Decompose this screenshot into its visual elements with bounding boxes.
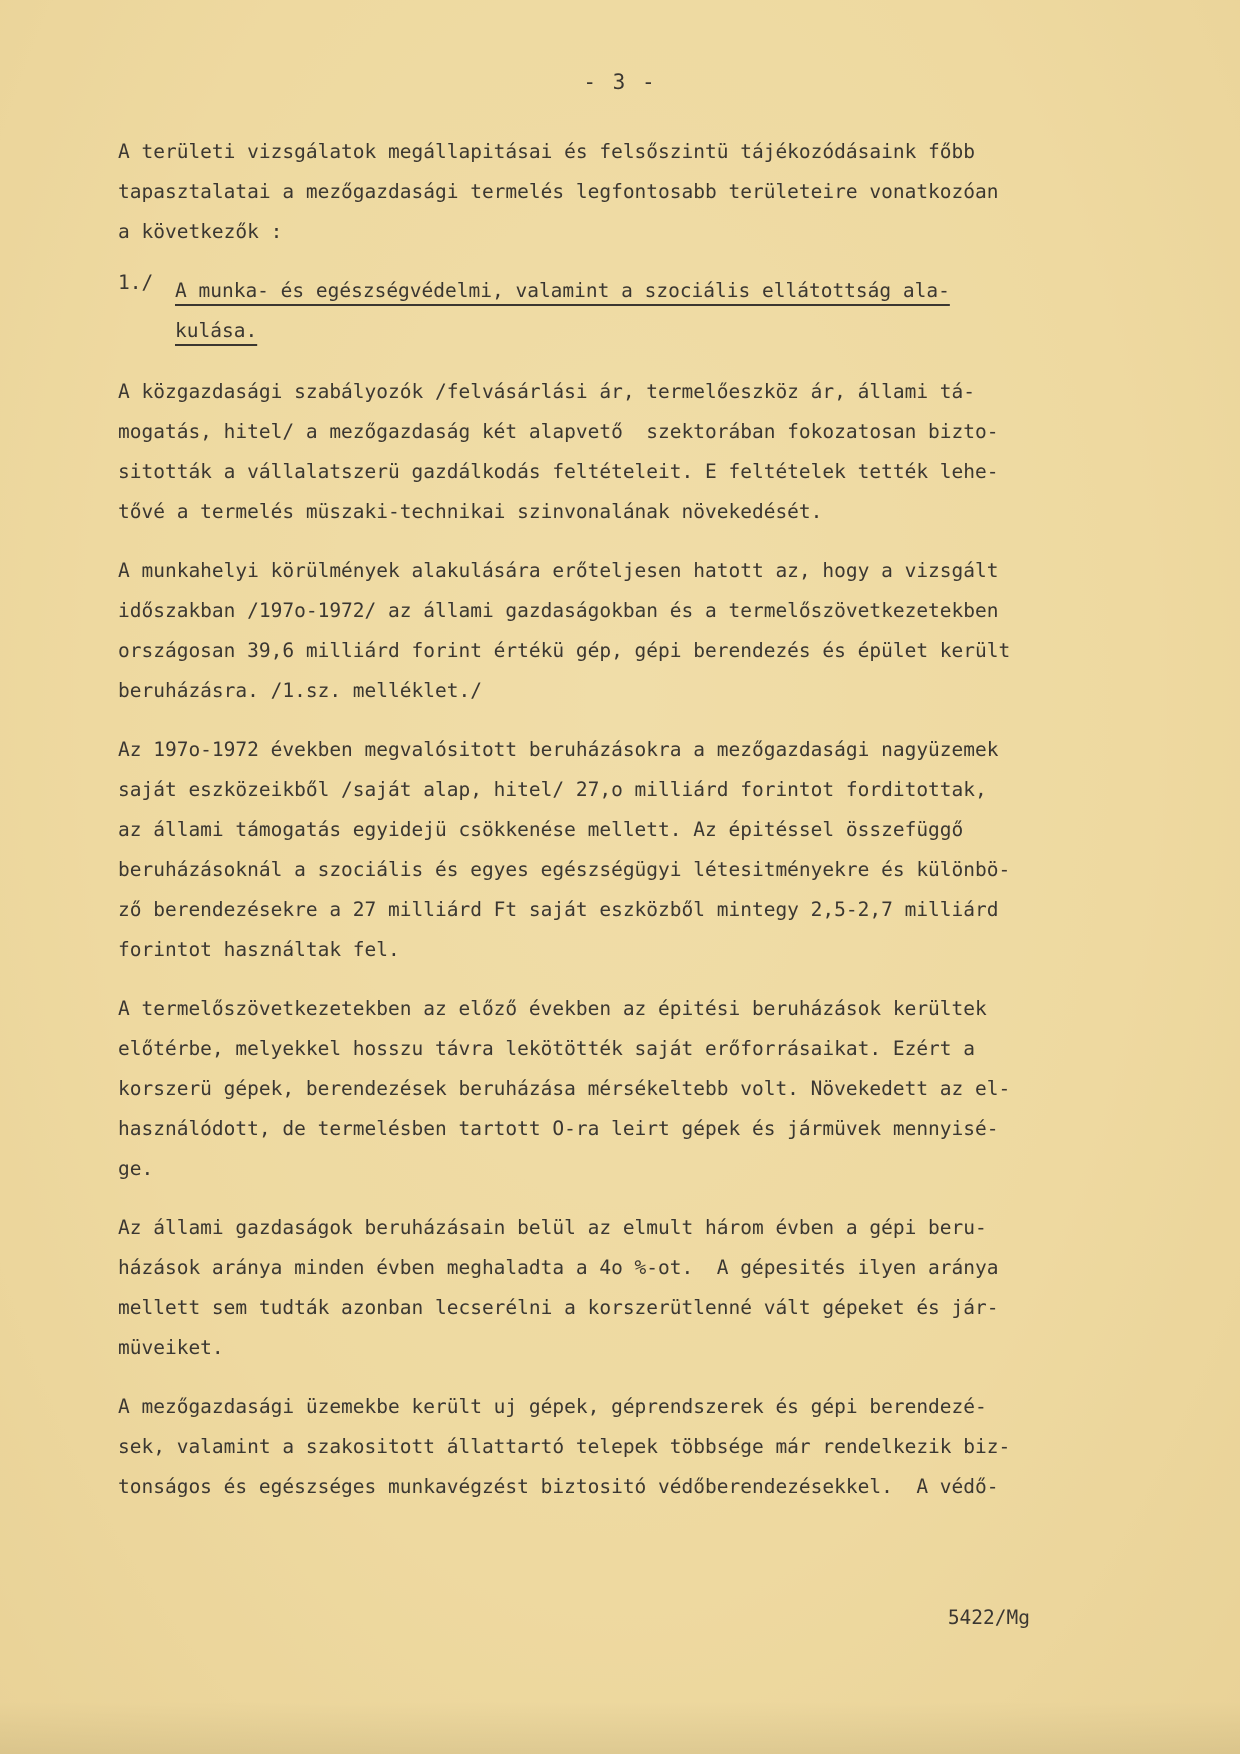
text-line: A közgazdasági szabályozók /felvásárlási ár, termelőeszköz ár, állami tá- [118,380,976,403]
text-line: az állami támogatás egyidejü csökkenése mellett. Az épitéssel összefüggő [118,818,964,841]
paragraph [118,730,1078,970]
text-line: forintot használtak fel. [118,938,400,961]
document-reference-number: 5422/Mg [947,1606,1030,1629]
text-line: tapasztalatai a mezőgazdasági termelés legfontosabb területeire vonatkozóan [118,180,999,203]
text-line: Az állami gazdaságok beruházásain belül az elmult három évben a gépi beru- [118,1216,987,1239]
text-line: sitották a vállalatszerü gazdálkodás feltételeit. E feltételek tették lehe- [118,460,999,483]
text-line: mellett sem tudták azonban lecserélni a korszerütlenné vált gépeket és jár- [118,1296,999,1319]
text-line: beruházásoknál a szociális és egyes egészségügyi létesitményekre és különbö- [118,858,1011,881]
section-number: 1./ [118,271,154,294]
section-title [175,271,950,351]
text-line: A munkahelyi körülmények alakulására erőteljesen hatott az, hogy a vizsgált [118,559,999,582]
text-line: A mezőgazdasági üzemekbe került uj gépek, géprendszerek és gépi berendezé- [118,1395,987,1418]
text-line: a következők : [118,220,283,243]
text-line: előtérbe, melyekkel hosszu távra lekötötték saját erőforrásaikat. Ezért a [118,1037,976,1060]
text-line: ző berendezésekre a 27 milliárd Ft saját eszközből mintegy 2,5-2,7 milliárd [118,898,999,921]
text-line: A termelőszövetkezetekben az előző években az épitési beruházások kerültek [118,997,987,1020]
text-line: korszerü gépek, berendezések beruházása mérsékeltebb volt. Növekedett az el- [118,1077,1011,1100]
paragraph [118,372,1078,532]
text-line: használódott, de termelésben tartott O-ra leirt gépek és jármüvek mennyisé- [118,1117,999,1140]
text-line: tonságos és egészséges munkavégzést biztositó védőberendezésekkel. A védő- [118,1475,999,1498]
text-line: időszakban /197o-1972/ az állami gazdaságokban és a termelőszövetkezetekben [118,599,999,622]
paragraph [118,551,1078,711]
text-line: mogatás, hitel/ a mezőgazdaság két alapvető szektorában fokozatosan bizto- [118,420,999,443]
paragraph [118,1387,1078,1507]
paragraph [118,1208,1078,1368]
paragraph [118,989,1078,1189]
text-line: házások aránya minden évben meghaladta a 4o %-ot. A gépesités ilyen aránya [118,1256,999,1279]
section-1-heading [118,271,1078,351]
text-line: sek, valamint a szakositott állattartó telepek többsége már rendelkezik biz- [118,1435,1011,1458]
text-line: müveiket. [118,1336,224,1359]
intro-paragraph [118,132,1078,252]
text-line: ge. [118,1157,154,1180]
text-line: beruházásra. /1.sz. melléklet./ [118,679,482,702]
text-line: tővé a termelés müszaki-technikai szinvonalának növekedését. [118,500,823,523]
text-line: országosan 39,6 milliárd forint értékü gép, gépi berendezés és épület került [118,639,1011,662]
heading-line: A munka- és egészségvédelmi, valamint a szociális ellátottság ala- [175,279,950,302]
text-line: saját eszközeikből /saját alap, hitel/ 27,o milliárd forintot forditottak, [118,778,987,801]
text-line: A területi vizsgálatok megállapitásai és felsőszintü tájékozódásaink főbb [118,140,976,163]
document-body [118,132,1078,1526]
heading-line: kulása. [175,319,258,342]
text-line: Az 197o-1972 években megvalósitott beruházásokra a mezőgazdasági nagyüzemek [118,738,999,761]
page-number: - 3 - [583,70,657,94]
